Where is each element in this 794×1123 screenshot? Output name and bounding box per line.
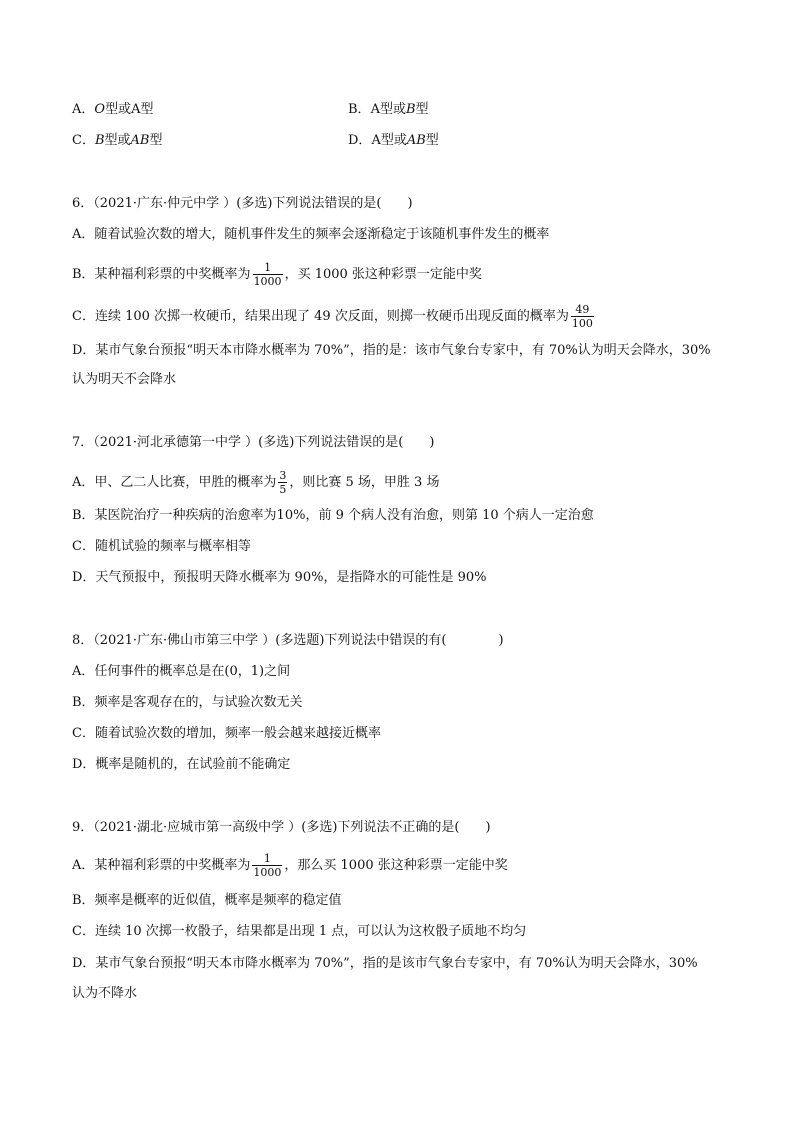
q6-c-fraction: $\frac{49}{100}$	[571, 303, 593, 330]
q6-option-a: A．随着试验次数的增大，随机事件发生的频率会逐渐稳定于该随机事件发生的概率	[72, 227, 550, 242]
q6-option-b: B．某种福利彩票的中奖概率为 $\frac{1}{1000}$ ，买 1000 张这种彩票一定能中奖	[72, 261, 482, 288]
q7-option-b: B．某医院治疗一种疾病的治愈率为10%，前 9 个病人没有治愈，则第 10 个病人一定治愈	[72, 508, 594, 523]
q9-option-c: C．连续 10 次掷一枚骰子，结果都是出现 1 点，可以认为这枚骰子质地不均匀	[72, 924, 527, 939]
q6-option-c: C．连续 100 次掷一枚硬币，结果出现了 49 次反面，则掷一枚硬币出现反面的概率为 $\frac{49}{100}$	[72, 303, 593, 330]
q7-stem: 7．（2021·河北承德第一中学 ）(多选)下列说法错误的是( )	[72, 435, 435, 450]
q9-option-b: B．频率是概率的近似值，概率是频率的稳定值	[72, 893, 342, 908]
q8-option-b: B．频率是客观存在的，与试验次数无关	[72, 695, 303, 710]
q6-option-d-line1: D．某市气象台预报“明天本市降水概率为 70%”，指的是：该市气象台专家中，有 70%认为明天会降水，30%	[72, 343, 711, 358]
q8-stem: 8．（2021·广东·佛山市第三中学 ）(多选题)下列说法中错误的有( )	[72, 633, 504, 648]
q9-stem: 9．（2021·湖北·应城市第一高级中学 ）(多选)下列说法不正确的是( )	[72, 820, 491, 835]
q9-a-fraction: $\frac{1}{1000}$	[253, 852, 282, 879]
q7-a-fraction: $\frac{3}{5}$	[279, 469, 287, 496]
q7-option-c: C．随机试验的频率与概率相等	[72, 539, 251, 554]
q7-option-d: D．天气预报中，预报明天降水概率为 90%，是指降水的可能性是 90%	[72, 570, 487, 585]
q9-option-d-line1: D．某市气象台预报“明天本市降水概率为 70%”，指的是该市气象台专家中，有 70%认为明天会降水，30%	[72, 956, 698, 971]
prev-option-b: B．A型或B型	[348, 102, 429, 117]
prev-option-c: C．B型或AB型	[72, 133, 163, 148]
q6-b-fraction: $\frac{1}{1000}$	[253, 261, 282, 288]
prev-option-a: A．O型或A型	[72, 102, 154, 117]
q8-option-a: A．任何事件的概率总是在(0，1)之间	[72, 664, 291, 679]
prev-option-d: D．A型或AB型	[348, 133, 439, 148]
q8-option-d: D．概率是随机的，在试验前不能确定	[72, 757, 291, 772]
q6-option-d-line2: 认为明天不会降水	[72, 372, 177, 387]
q7-option-a: A．甲、乙二人比赛，甲胜的概率为 $\frac{3}{5}$ ，则比赛 5 场，甲胜 3 场	[72, 469, 440, 496]
q6-stem: 6．（2021·广东·仲元中学 ）(多选)下列说法错误的是( )	[72, 196, 413, 211]
q8-option-c: C．随着试验次数的增加，频率一般会越来越接近概率	[72, 726, 381, 741]
q9-option-a: A．某种福利彩票的中奖概率为 $\frac{1}{1000}$ ，那么买 1000 张这种彩票一定能中奖	[72, 852, 508, 879]
q9-option-d-line2: 认为不降水	[72, 986, 138, 1001]
